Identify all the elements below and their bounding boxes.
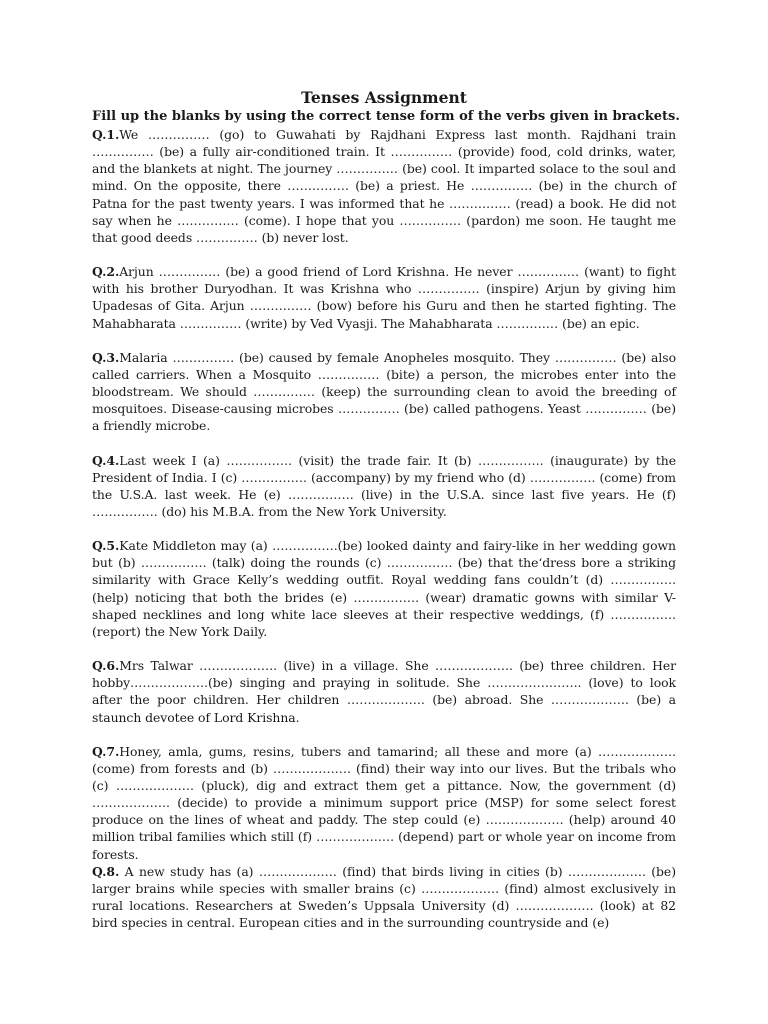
question-number: Q.1. <box>92 127 120 142</box>
question-text: A new study has (a) ………………. (find) that birds living in cities (b) ………………. (be) larger brains while species with smaller brains (c) ………………. (find) almost exclusively in rural locations. Researchers at Sweden’s Uppsala University (d) ………………. (look) at 82 bird species in central. European cities and in the surrounding countryside and (e) <box>92 863 676 931</box>
question-text: Arjun …………… (be) a good friend of Lord Krishna. He never …………… (want) to fight with his brother Duryodhan. It was Krishna who …………… (inspire) Arjun by giving him Upadesas of Gita. Arjun …………… (bow) before his Guru and then he started fighting. The Mahabharata …………… (write) by Ved Vyasji. The Mahabharata …………… (be) an epic. <box>92 264 676 331</box>
question-7 <box>92 743 676 863</box>
question-6 <box>92 657 676 726</box>
question-3 <box>92 349 676 435</box>
instruction-text: Fill up the blanks by using the correct tense form of the verbs given in brackets. <box>92 109 680 124</box>
page-title: Tenses Assignment <box>301 88 467 107</box>
question-5 <box>92 537 676 640</box>
question-number: Q.4. <box>92 452 120 468</box>
question-text: Last week I (a) ……………. (visit) the trade fair. It (b) ……………. (inaugurate) by the President of India. I (c) ……………. (accompany) by my friend who (d) ……………. (come) from the U.S.A. last week. He (e) ……………. (live) in the U.S.A. since last five years. He (f) ……………. (do) his M.B.A. from the New York University. <box>92 452 676 519</box>
question-number: Q.5. <box>92 538 120 554</box>
question-number: Q.7. <box>92 743 120 759</box>
question-text: Kate Middleton may (a) …………….(be) looked dainty and fairy-like in her wedding gown but (b) ……………. (talk) doing the rounds (c) ……………. (be) that the‘dress bore a striking similarity with Grace Kelly’s wedding outfit. Royal wedding fans couldn’t (d) ……………. (help) noticing that both the brides (e) ……………. (wear) dramatic gowns with similar V-shaped necklines and long white lace sleeves at their respective weddings, (f) ……………. (report) the New York Daily. <box>92 538 676 639</box>
question-text: Malaria …………… (be) caused by female Anopheles mosquito. They …………… (be) also called carriers. When a Mosquito …………… (bite) a person, the microbes enter into the bloodstream. We should …………… (keep) the surrounding clean to avoid the breeding of mosquitoes. Disease-causing microbes …………… (be) called pathogens. Yeast …………… (be) a friendly microbe. <box>92 349 676 434</box>
question-number: Q.3. <box>92 349 120 365</box>
question-4 <box>92 452 676 521</box>
question-number: Q.8. <box>92 863 120 879</box>
question-number: Q.2. <box>92 264 120 280</box>
question-2 <box>92 263 676 332</box>
question-text: Mrs Talwar ………………. (live) in a village. She ………………. (be) three children. Her hobby……………….(be) singing and praying in solitude. She ………………….. (love) to look after the poor children. Her children ………………. (be) abroad. She ………………. (be) a staunch devotee of Lord Krishna. <box>92 658 676 725</box>
question-1 <box>92 126 676 246</box>
assignment-page <box>92 88 680 931</box>
question-text: Honey, amla, gums, resins, tubers and tamarind; all these and more (a) ………………. (come) from forests and (b) ………………. (find) their way into our lives. But the tribals who (c) ………………. (pluck), dig and extract them get a pittance. Now, the government (d) ………………. (decide) to provide a minimum support price (MSP) for some select forest produce on the lines of wheat and paddy. The step could (e) ………………. (help) around 40 million tribal families which still (f) ………………. (depend) part or whole year on income from forests. <box>92 743 676 862</box>
question-text: We …………… (go) to Guwahati by Rajdhani Express last month. Rajdhani train …………… (be) a fully air-conditioned train. It …………… (provide) food, cold drinks, water, and the blankets at night. The journey …………… (be) cool. It imparted solace to the soul and mind. On the opposite, there …………… (be) a priest. He …………… (be) in the church of Patna for the past twenty years. I was informed that he …………… (read) a book. He did not say when he …………… (come). I hope that you …………… (pardon) me soon. He taught me that good deeds …………… (b) never lost. <box>92 127 676 245</box>
question-8 <box>92 863 676 932</box>
question-number: Q.6. <box>92 658 120 674</box>
